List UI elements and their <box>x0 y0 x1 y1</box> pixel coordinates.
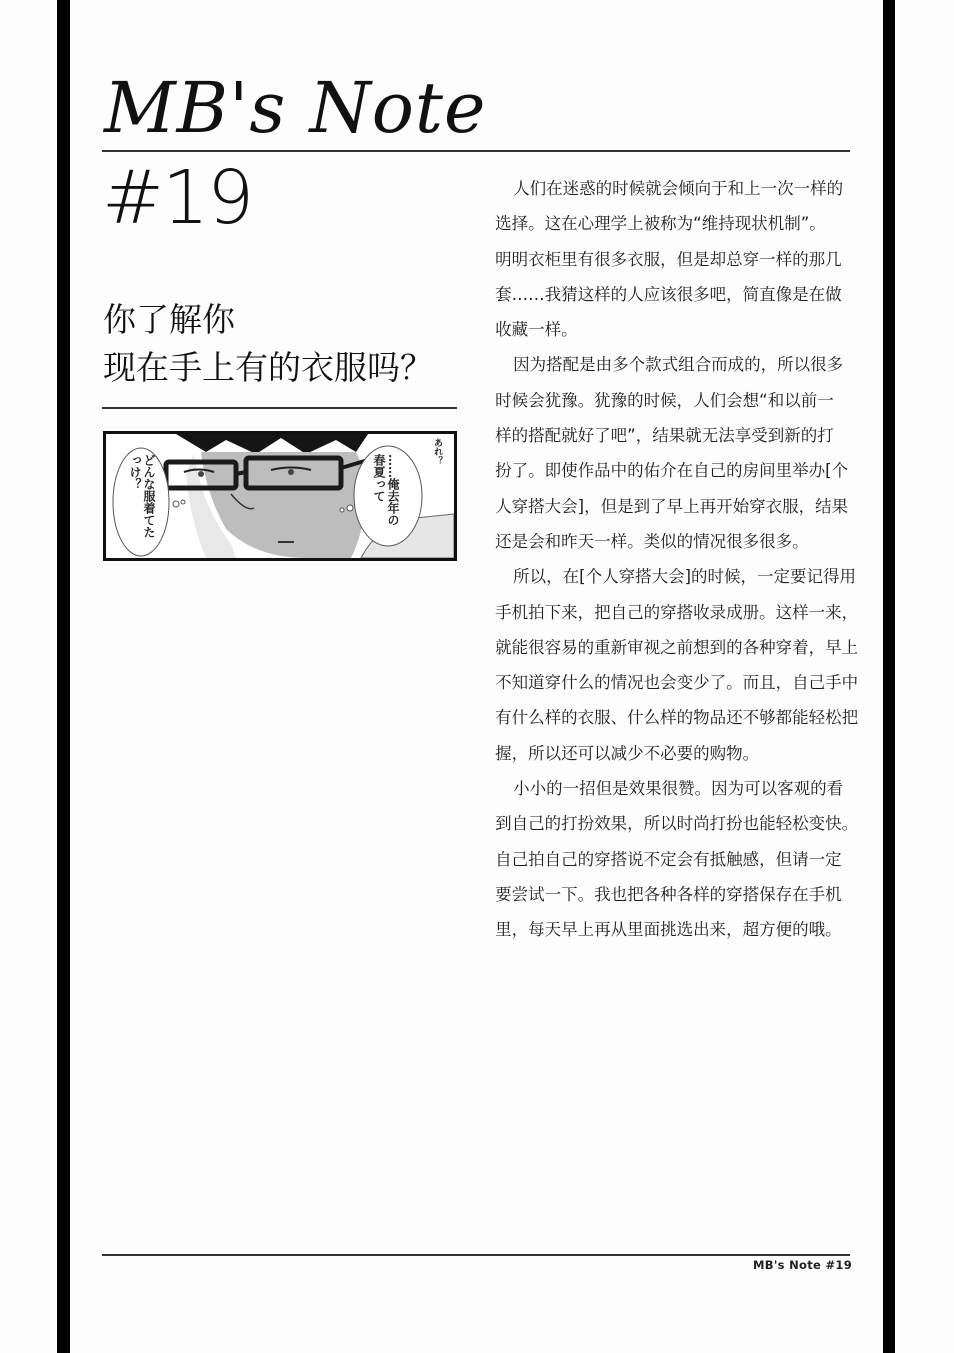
manga-panel <box>103 431 457 561</box>
text-line: 选择。这在心理学上被称为“维持现状机制”。 <box>495 214 826 234</box>
headline-line-2: 现在手上有的衣服吗？ <box>103 348 433 387</box>
paragraph-2 <box>477 347 873 559</box>
text-line: 自己拍自己的穿搭说不定会有抵触感，但请一定 <box>495 849 842 869</box>
page-border-left <box>57 0 70 1353</box>
text-line: 握，所以还可以减少不必要的购物。 <box>495 743 760 763</box>
headline-line-1: 你了解你 <box>103 300 235 339</box>
text-line: 人们在迷惑的时候就会倾向于和上一次一样的 <box>513 179 844 198</box>
paragraph-3 <box>477 559 873 771</box>
manga-illustration <box>106 434 454 558</box>
text-line: 还是会和昨天一样。类似的情况很多很多。 <box>495 531 809 551</box>
text-line: 要尝试一下。我也把各种各样的穿搭保存在手机 <box>495 884 842 904</box>
headline-divider <box>102 407 457 409</box>
text-line: 套……我猜这样的人应该很多吧，简直像是在做 <box>495 284 842 304</box>
headline <box>103 296 463 392</box>
brand-title: MB's Note <box>104 67 487 149</box>
text-line: 明明衣柜里有很多衣服，但是却总穿一样的那几 <box>495 249 842 269</box>
title-divider <box>102 150 850 152</box>
text-line: 手机拍下来，把自己的穿搭收录成册。这样一来， <box>495 602 859 622</box>
issue-number: #19 <box>102 155 253 241</box>
text-line: 收藏一样。 <box>495 320 578 340</box>
text-line: 小小的一招但是效果很赞。因为可以客观的看 <box>513 779 844 799</box>
text-line: 就能很容易的重新审视之前想到的各种穿着，早上 <box>495 637 859 657</box>
text-line: 时候会犹豫。犹豫的时候，人们会想“和以前一 <box>495 390 834 410</box>
text-line: 有什么样的衣服、什么样的物品还不够都能轻松把 <box>495 708 859 728</box>
paragraph-1 <box>477 171 873 347</box>
speech-bubble-right: ……俺去年の春夏って <box>372 454 400 526</box>
speech-bubble-left: どんな服着てたっけ？ <box>128 454 156 538</box>
text-line: 所以，在[个人穿搭大会]的时候，一定要记得用 <box>513 567 857 587</box>
article-body <box>477 171 873 948</box>
side-note-text: あれ？ <box>432 438 442 465</box>
text-line: 不知道穿什么的情况也会变少了。而且，自己手中 <box>495 673 859 693</box>
page-border-right <box>883 0 895 1353</box>
text-line: 到自己的打扮效果，所以时尚打扮也能轻松变快。 <box>495 814 859 834</box>
text-line: 扮了。即使作品中的佑介在自己的房间里举办[个 <box>495 461 849 481</box>
footer-label: MB's Note #19 <box>753 1258 852 1272</box>
text-line: 样的搭配就好了吧”，结果就无法享受到新的打 <box>495 426 834 446</box>
text-line: 因为搭配是由多个款式组合而成的，所以很多 <box>513 355 844 375</box>
text-line: 里，每天早上再从里面挑选出来，超方便的哦。 <box>495 920 842 940</box>
text-line: 人穿搭大会]，但是到了早上再开始穿衣服，结果 <box>495 496 849 516</box>
footer-divider <box>102 1254 850 1256</box>
paragraph-4 <box>477 771 873 947</box>
